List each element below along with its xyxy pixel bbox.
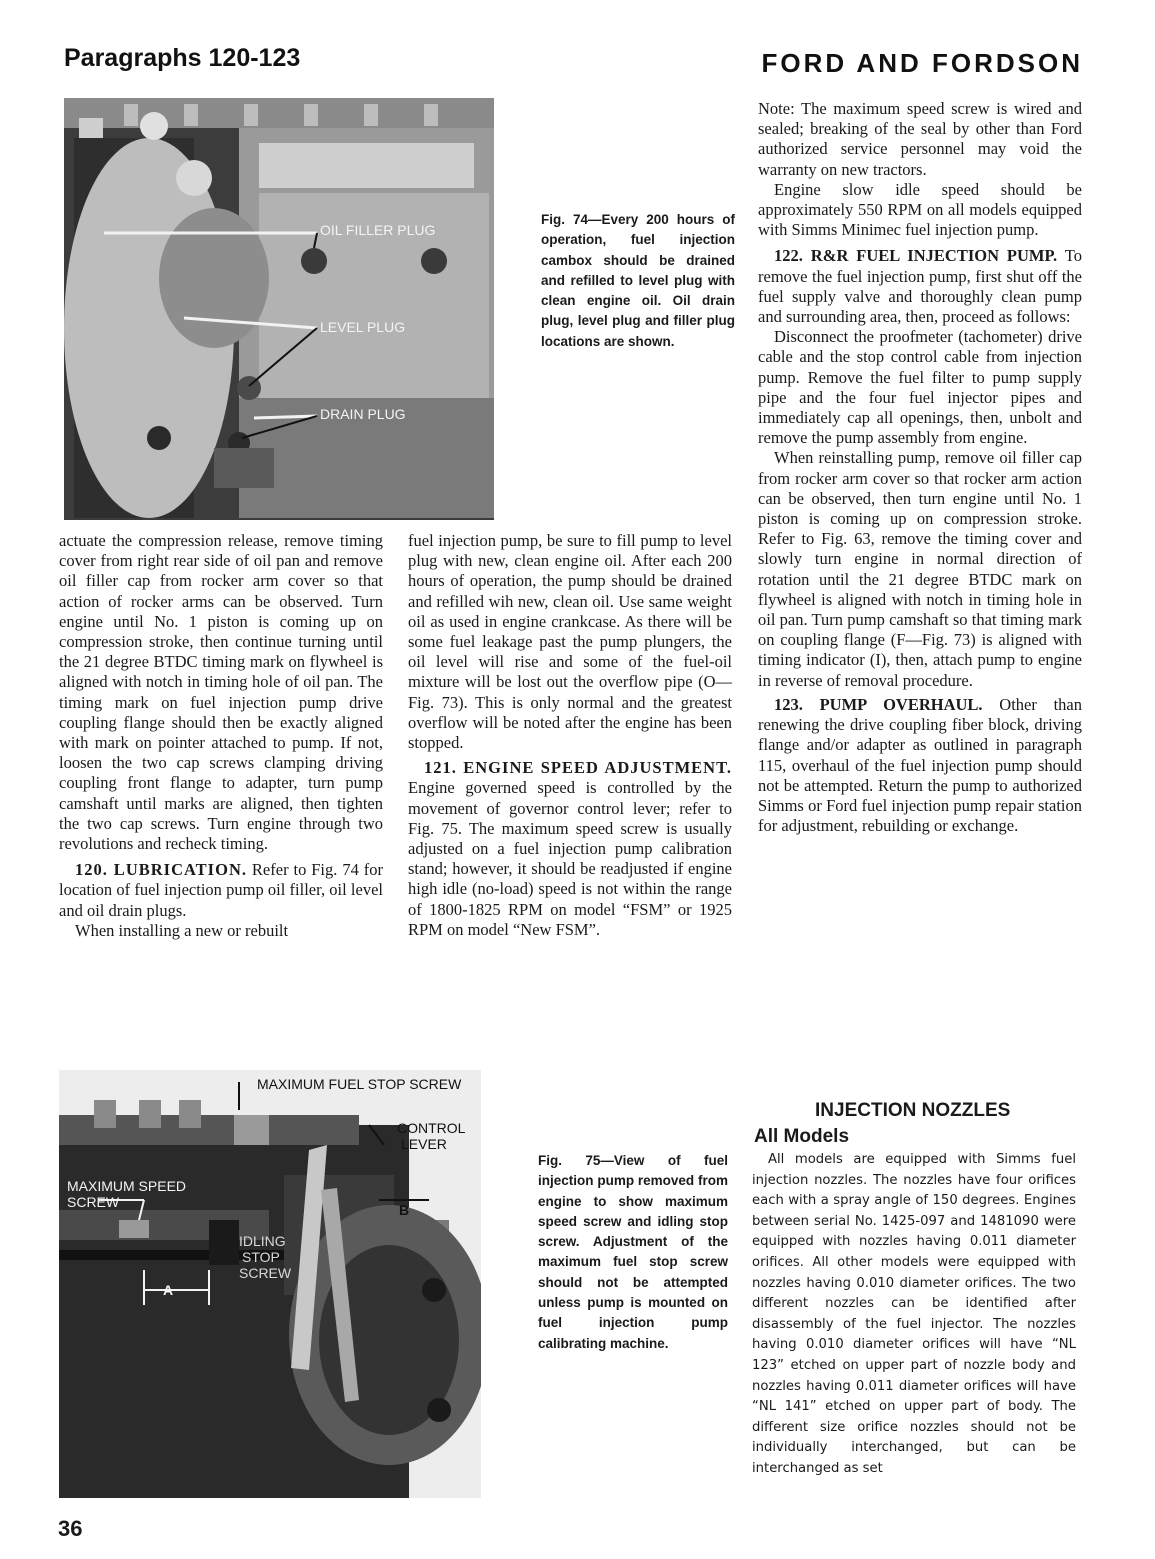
all-models-subtitle: All Models <box>754 1126 850 1147</box>
col1-para2: 120. LUBRICATION. Refer to Fig. 74 for location of fuel injection pump oil filler, oil level and oil drain plugs. <box>59 860 383 920</box>
col1-para3: When installing a new or rebuilt <box>75 920 289 940</box>
column-1 <box>59 531 383 941</box>
column-3 <box>758 99 1082 836</box>
col2-para1: fuel injection pump, be sure to fill pump to level plug with new, clean engine oil. After each 200 hours of operation, the pump should be drained and refilled wih new, clean oil. Use same weight oil as used in engine crankcase. As there will be some fuel leakage past the pump plungers, the oil level will rise and some of the fuel-oil mixture will be lost out the overflow pipe (O—Fig. 73). This is only normal and the greatest overflow will be noted after the engine has been stopped. <box>408 531 732 753</box>
fig74-caption: Fig. 74—Every 200 hours of operation, fuel injection cambox should be drained and refilled to level plug with clean engine oil. Oil drain plug, level plug and filler plug locations are shown. <box>541 212 735 349</box>
nozzles-text <box>752 1150 1076 1480</box>
screw2-label: SCREW <box>239 1265 292 1281</box>
max-fuel-stop-screw-label: MAXIMUM FUEL STOP SCREW <box>257 1076 462 1092</box>
col3-note: Note: The maximum speed screw is wired and sealed; breaking of the seal by other than Ford authorized service personnel may void the warranty on new tractors. <box>758 99 1082 179</box>
pump-overhaul-heading: 123. PUMP OVERHAUL. <box>774 694 983 714</box>
lever-label: LEVER <box>401 1136 447 1152</box>
paragraphs-header: Paragraphs 120-123 <box>64 44 301 72</box>
max-speed-label: MAXIMUM SPEED <box>67 1178 187 1194</box>
rr-pump-heading: 122. R&R FUEL INJECTION PUMP. <box>774 246 1058 266</box>
fig75-photo <box>59 1070 481 1498</box>
lubrication-heading: 120. LUBRICATION. <box>75 860 247 880</box>
col2-para2: 121. ENGINE SPEED ADJUSTMENT. Engine governed speed is controlled by the movement of governor control lever; refer to Fig. 75. The maximum speed screw is usually adjusted on a fuel injection pump calibration stand; however, it should be readjusted if engine high idle (no-load) speed is not within the range of 1800-1825 RPM on model “FSM” or 1925 RPM on model “New FSM”. <box>408 758 732 939</box>
col3-para3: 122. R&R FUEL INJECTION PUMP. To remove the fuel injection pump, first shut off the fuel supply valve and thoroughly clean pump and surrounding area, then, proceed as follows: <box>758 246 1082 327</box>
dimension-a-label: A <box>163 1282 174 1298</box>
stop-label: STOP <box>242 1249 280 1265</box>
idling-label: IDLING <box>239 1233 286 1249</box>
fig74-photo <box>64 98 494 520</box>
oil-filler-plug-label: OIL FILLER PLUG <box>320 222 436 238</box>
injection-nozzles-title: INJECTION NOZZLES <box>815 1100 1011 1121</box>
page-number: 36 <box>58 1516 83 1541</box>
col3-para5: When reinstalling pump, remove oil filler cap from rocker arm cover so that rocker arm action can be observed, then turn engine until No. 1 piston is coming up on compression stroke. Refer to Fig. 63, remove the timing cover and slowly turn engine in normal direction of rotation until the 21 degree BTDC mark on flywheel is aligned with notch in timing hole in oil pan. Turn pump camshaft so that timing mark on coupling flange (F—Fig. 73) is aligned with timing indicator (I), then, attach pump to engine in reverse of removal procedure. <box>758 448 1082 690</box>
column-2 <box>408 531 732 940</box>
screw-label: SCREW <box>67 1194 120 1210</box>
fig75-caption: Fig. 75—View of fuel injection pump removed from engine to show maximum speed screw and idling stop screw. Adjustment of the maximum fuel stop screw should not be attempted unless pump is mounted on fuel injection pump calibrating machine. <box>538 1153 728 1351</box>
engine-speed-heading: 121. ENGINE SPEED ADJUSTMENT. <box>424 758 732 778</box>
col3-para6: 123. PUMP OVERHAUL. Other than renewing the drive coupling fiber block, driving flange and/or adapter as outlined in paragraph 115, overhaul of the fuel injection pump should not be attempted. Return the pump to authorized Simms or Ford fuel injection pump repair station for adjustment, rebuilding or exchange. <box>758 694 1082 836</box>
manual-title: FORD AND FORDSON <box>761 48 1083 78</box>
nozzles-paragraph: All models are equipped with Simms fuel injection nozzles. The nozzles have four orifices each with a spray angle of 150 degrees. Engines between serial No. 1425-097 and 1481090 were equipped with nozzles having 0.011 diameter orifices. All other models were equipped with nozzles having 0.010 diameter orifices. The two different nozzles can be identified after disassembly of the fuel injector. The nozzles having 0.010 diameter orifices will have “NL 123” etched on upper part of nozzle body and nozzles having 0.011 diameter orifices will have “NL 141” etched on upper part of body. The different size orifice nozzles should not be individually interchanged, but can be interchanged as set <box>752 1152 1076 1476</box>
col1-para1: actuate the compression release, remove timing cover from right rear side of oil pan and remove oil filler cap from rocker arm cover so that action of rocker arms can be observed. Turn engine until No. 1 piston is coming up on compression stroke, then continue turning until the 21 degree BTDC timing mark on flywheel is aligned with notch in timing hole of oil pan. The timing mark on fuel injection pump drive coupling flange should then be exactly aligned with mark on pointer attached to pump. If not, loosen the two cap screws clamping driving coupling front flange to adapter, turn pump camshaft until marks are aligned, then tighten the two cap screws. Turn engine through two revolutions and recheck timing. <box>59 531 383 854</box>
control-label: CONTROL <box>397 1120 466 1136</box>
col3-para4: Disconnect the proofmeter (tachometer) drive cable and the stop control cable from injection pump. Remove the fuel filter to pump supply pipe and the four fuel injector pipes and immediately cap all openings, then, unbolt and remove the pump assembly from engine. <box>758 327 1082 448</box>
drain-plug-label: DRAIN PLUG <box>320 406 406 422</box>
col3-para2: Engine slow idle speed should be approximately 550 RPM on all models equipped with Simms Minimec fuel injection pump. <box>758 179 1082 240</box>
level-plug-label: LEVEL PLUG <box>320 319 406 335</box>
dimension-b-label: B <box>399 1202 410 1218</box>
